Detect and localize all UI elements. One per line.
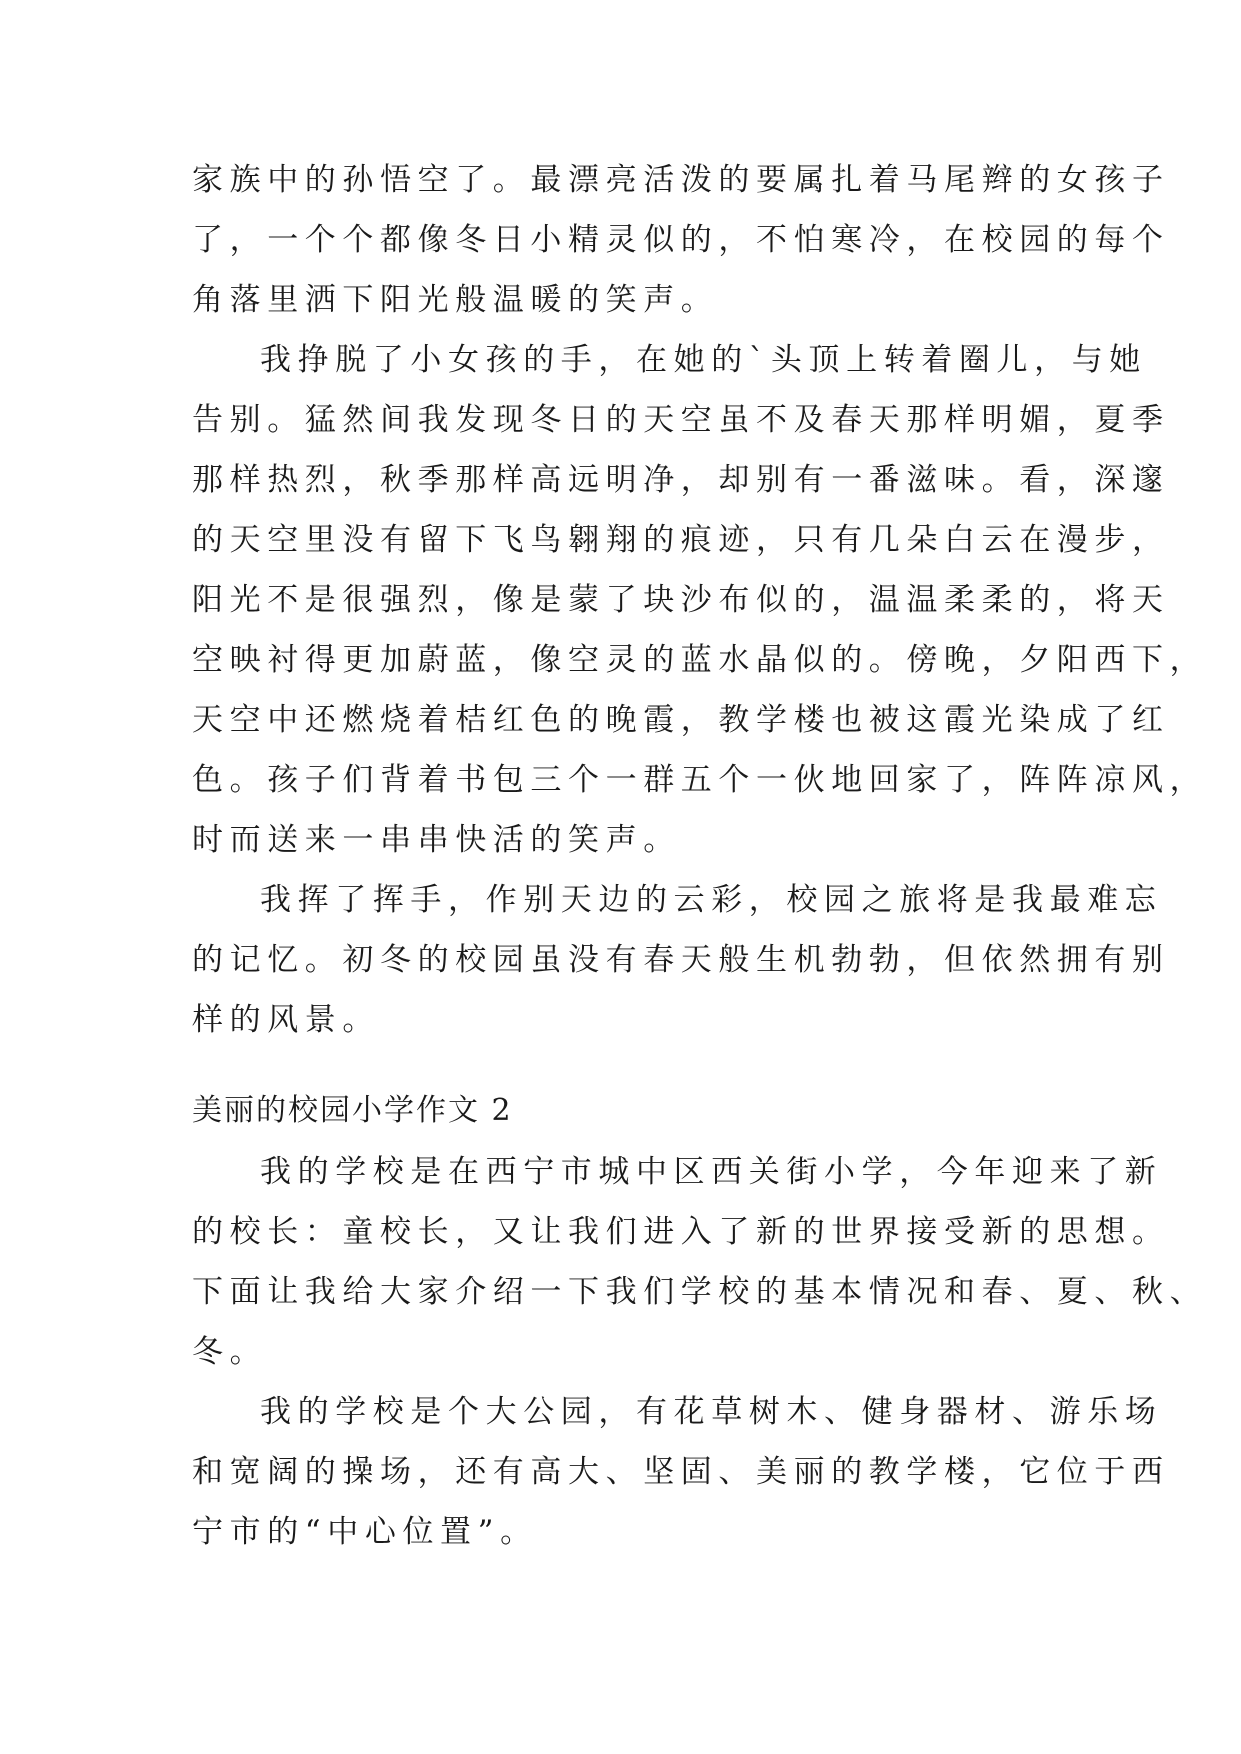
text-line: 我的学校是个大公园，有花草树木、健身器材、游乐场 bbox=[260, 1394, 1163, 1430]
text-line: 宁市的“中心位置”。 bbox=[192, 1514, 538, 1550]
paragraph bbox=[192, 1382, 1170, 1562]
text-line: 我挥了挥手，作别天边的云彩，校园之旅将是我最难忘 bbox=[260, 882, 1163, 918]
text-line: 和宽阔的操场，还有高大、坚固、美丽的教学楼，它位于西 bbox=[192, 1454, 1170, 1490]
paragraph bbox=[192, 870, 1170, 1050]
text-line: 时而送来一串串快活的笑声。 bbox=[192, 822, 681, 858]
text-line: 告别。猛然间我发现冬日的天空虽不及春天那样明媚，夏季 bbox=[192, 402, 1170, 438]
essay-2-body bbox=[192, 1142, 1208, 1562]
text-line: 角落里洒下阳光般温暖的笑声。 bbox=[192, 282, 719, 318]
text-line: 的天空里没有留下飞鸟翱翔的痕迹，只有几朵白云在漫步， bbox=[192, 522, 1170, 558]
paragraph bbox=[192, 330, 1208, 870]
text-line: 冬。 bbox=[192, 1334, 268, 1370]
text-line: 样的风景。 bbox=[192, 1002, 380, 1038]
essay-title: 美丽的校园小学作文 2 bbox=[192, 1093, 513, 1128]
text-line: 那样热烈，秋季那样高远明净，却别有一番滋味。看，深邃 bbox=[192, 462, 1170, 498]
paragraph bbox=[192, 1142, 1208, 1382]
text-line: 空映衬得更加蔚蓝，像空灵的蓝水晶似的。傍晚，夕阳西下， bbox=[192, 642, 1208, 678]
text-line: 我的学校是在西宁市城中区西关街小学，今年迎来了新 bbox=[260, 1154, 1163, 1190]
text-line: 我挣脱了小女孩的手，在她的`头顶上转着圈儿，与她 bbox=[260, 342, 1147, 378]
text-line: 的校长：童校长，又让我们进入了新的世界接受新的思想。 bbox=[192, 1214, 1170, 1250]
text-line: 天空中还燃烧着桔红色的晚霞，教学楼也被这霞光染成了红 bbox=[192, 702, 1170, 738]
text-line: 下面让我给大家介绍一下我们学校的基本情况和春、夏、秋、 bbox=[192, 1274, 1208, 1310]
paragraph bbox=[192, 150, 1170, 330]
essay-1-body bbox=[192, 150, 1208, 1050]
text-line: 阳光不是很强烈，像是蒙了块沙布似的，温温柔柔的，将天 bbox=[192, 582, 1170, 618]
text-line: 色。孩子们背着书包三个一群五个一伙地回家了，阵阵凉风， bbox=[192, 762, 1208, 798]
text-line: 家族中的孙悟空了。最漂亮活泼的要属扎着马尾辫的女孩子 bbox=[192, 162, 1170, 198]
text-line: 了，一个个都像冬日小精灵似的，不怕寒冷，在校园的每个 bbox=[192, 222, 1170, 258]
text-line: 的记忆。初冬的校园虽没有春天般生机勃勃，但依然拥有别 bbox=[192, 942, 1170, 978]
